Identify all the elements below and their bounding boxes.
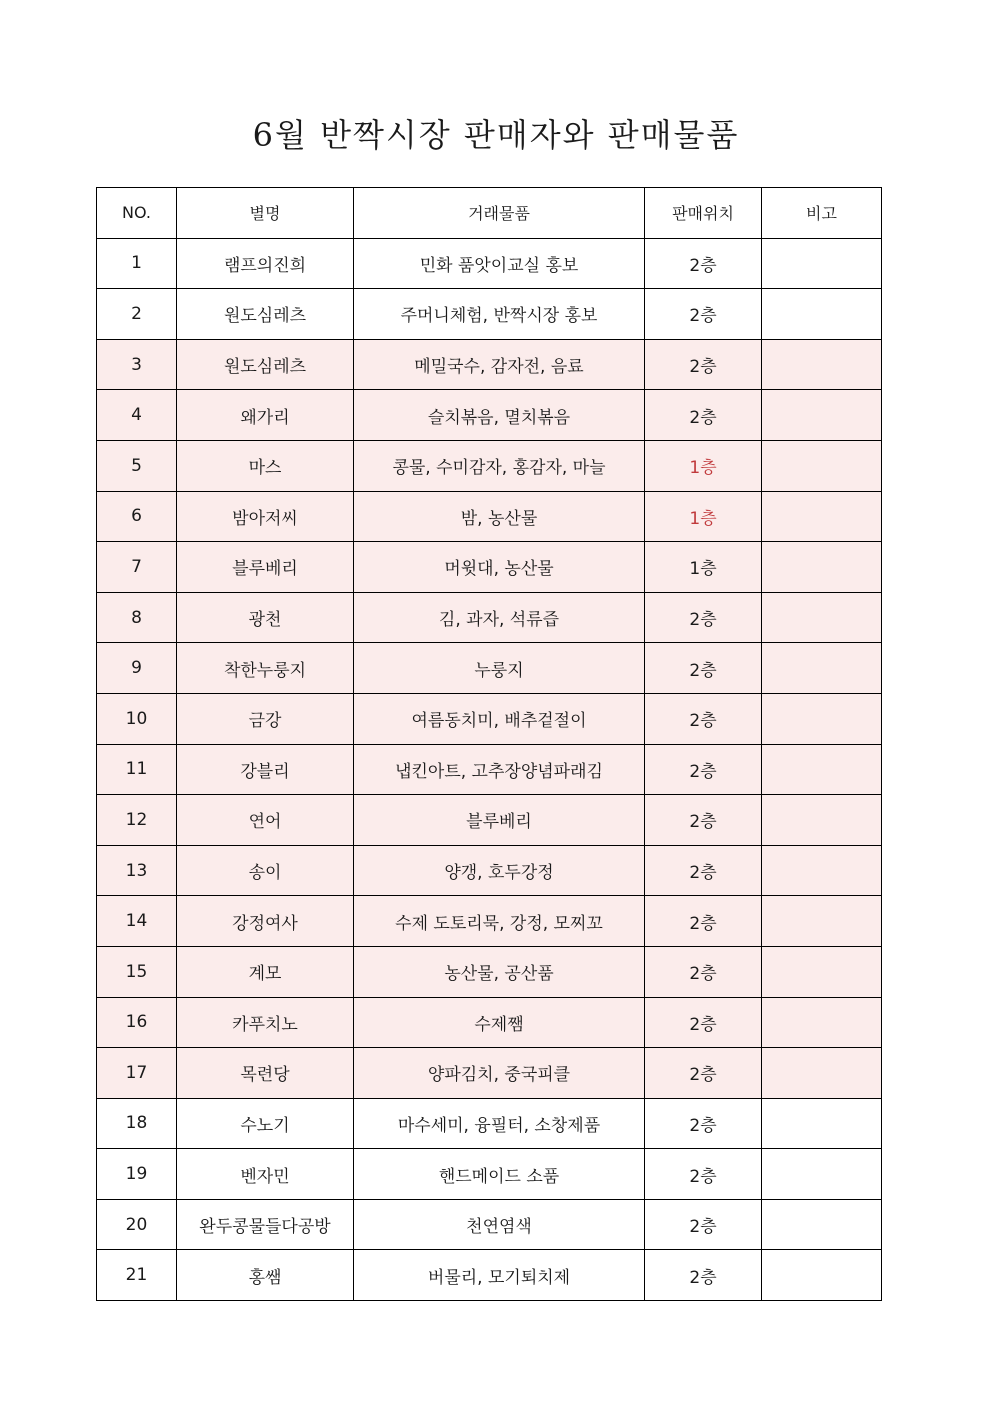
cell-location: 2층 — [645, 1250, 762, 1301]
cell-location: 2층 — [645, 1098, 762, 1149]
cell-items: 버물리, 모기퇴치제 — [354, 1250, 645, 1301]
cell-note — [762, 238, 882, 289]
table-row — [97, 1250, 882, 1301]
cell-no: 3 — [97, 339, 177, 390]
cell-no: 14 — [97, 896, 177, 947]
cell-location: 2층 — [645, 1199, 762, 1250]
table-row — [97, 946, 882, 997]
header-name: 별명 — [177, 188, 354, 239]
cell-location: 2층 — [645, 845, 762, 896]
cell-location: 2층 — [645, 339, 762, 390]
cell-items: 핸드메이드 소품 — [354, 1149, 645, 1200]
cell-location: 2층 — [645, 643, 762, 694]
cell-no: 12 — [97, 795, 177, 846]
cell-name: 강블리 — [177, 744, 354, 795]
cell-items: 밤, 농산물 — [354, 491, 645, 542]
cell-no: 1 — [97, 238, 177, 289]
cell-items: 마수세미, 융필터, 소창제품 — [354, 1098, 645, 1149]
cell-name: 착한누룽지 — [177, 643, 354, 694]
cell-name: 계모 — [177, 946, 354, 997]
cell-items: 농산물, 공산품 — [354, 946, 645, 997]
cell-location: 2층 — [645, 592, 762, 643]
cell-items: 머윗대, 농산물 — [354, 542, 645, 593]
cell-location: 1층 — [645, 542, 762, 593]
table-header-row — [97, 188, 882, 239]
cell-items: 김, 과자, 석류즙 — [354, 592, 645, 643]
cell-note — [762, 1048, 882, 1099]
cell-items: 냅킨아트, 고추장양념파래김 — [354, 744, 645, 795]
table-row — [97, 997, 882, 1048]
cell-name: 송이 — [177, 845, 354, 896]
cell-note — [762, 1199, 882, 1250]
cell-no: 6 — [97, 491, 177, 542]
cell-no: 20 — [97, 1199, 177, 1250]
cell-location: 2층 — [645, 390, 762, 441]
cell-note — [762, 693, 882, 744]
cell-items: 양갱, 호두강정 — [354, 845, 645, 896]
cell-location: 2층 — [645, 896, 762, 947]
table-row — [97, 491, 882, 542]
cell-note — [762, 946, 882, 997]
cell-items: 메밀국수, 감자전, 음료 — [354, 339, 645, 390]
cell-note — [762, 643, 882, 694]
cell-name: 홍쌤 — [177, 1250, 354, 1301]
cell-no: 18 — [97, 1098, 177, 1149]
table-row — [97, 643, 882, 694]
table-row — [97, 1149, 882, 1200]
cell-location: 1층 — [645, 491, 762, 542]
cell-no: 17 — [97, 1048, 177, 1099]
table-row — [97, 896, 882, 947]
table-row — [97, 1098, 882, 1149]
cell-location: 2층 — [645, 946, 762, 997]
table-row — [97, 1199, 882, 1250]
cell-items: 슬치볶음, 멸치볶음 — [354, 390, 645, 441]
cell-no: 21 — [97, 1250, 177, 1301]
cell-note — [762, 339, 882, 390]
table-row — [97, 339, 882, 390]
cell-location: 2층 — [645, 1048, 762, 1099]
cell-note — [762, 997, 882, 1048]
cell-items: 블루베리 — [354, 795, 645, 846]
cell-items: 민화 품앗이교실 홍보 — [354, 238, 645, 289]
cell-no: 7 — [97, 542, 177, 593]
cell-items: 누룽지 — [354, 643, 645, 694]
header-no: NO. — [97, 188, 177, 239]
cell-name: 광천 — [177, 592, 354, 643]
table-row — [97, 845, 882, 896]
cell-name: 목련당 — [177, 1048, 354, 1099]
cell-name: 금강 — [177, 693, 354, 744]
cell-name: 원도심레츠 — [177, 289, 354, 340]
cell-items: 수제 도토리묵, 강정, 모찌꼬 — [354, 896, 645, 947]
cell-name: 연어 — [177, 795, 354, 846]
table-row — [97, 542, 882, 593]
table-row — [97, 693, 882, 744]
cell-name: 마스 — [177, 440, 354, 491]
cell-note — [762, 896, 882, 947]
seller-table — [96, 187, 882, 1301]
cell-location: 2층 — [645, 997, 762, 1048]
cell-note — [762, 440, 882, 491]
cell-location: 2층 — [645, 289, 762, 340]
cell-items: 콩물, 수미감자, 홍감자, 마늘 — [354, 440, 645, 491]
cell-note — [762, 845, 882, 896]
cell-note — [762, 1149, 882, 1200]
cell-note — [762, 491, 882, 542]
cell-name: 블루베리 — [177, 542, 354, 593]
cell-location: 2층 — [645, 795, 762, 846]
header-location: 판매위치 — [645, 188, 762, 239]
cell-items: 주머니체험, 반짝시장 홍보 — [354, 289, 645, 340]
cell-note — [762, 1098, 882, 1149]
table-row — [97, 744, 882, 795]
cell-no: 2 — [97, 289, 177, 340]
table-row — [97, 1048, 882, 1099]
cell-no: 15 — [97, 946, 177, 997]
cell-name: 원도심레츠 — [177, 339, 354, 390]
cell-note — [762, 1250, 882, 1301]
cell-name: 수노기 — [177, 1098, 354, 1149]
cell-name: 카푸치노 — [177, 997, 354, 1048]
cell-items: 천연염색 — [354, 1199, 645, 1250]
header-items: 거래물품 — [354, 188, 645, 239]
cell-name: 램프의진희 — [177, 238, 354, 289]
cell-no: 9 — [97, 643, 177, 694]
page-title: 6월 반짝시장 판매자와 판매물품 — [252, 116, 740, 154]
cell-no: 16 — [97, 997, 177, 1048]
cell-no: 5 — [97, 440, 177, 491]
cell-name: 강정여사 — [177, 896, 354, 947]
cell-no: 8 — [97, 592, 177, 643]
cell-no: 19 — [97, 1149, 177, 1200]
cell-items: 양파김치, 중국피클 — [354, 1048, 645, 1099]
table-row — [97, 289, 882, 340]
cell-location: 1층 — [645, 440, 762, 491]
cell-no: 11 — [97, 744, 177, 795]
table-row — [97, 390, 882, 441]
table-row — [97, 795, 882, 846]
cell-items: 수제쨈 — [354, 997, 645, 1048]
cell-location: 2층 — [645, 693, 762, 744]
cell-name: 벤자민 — [177, 1149, 354, 1200]
cell-name: 밤아저씨 — [177, 491, 354, 542]
cell-no: 4 — [97, 390, 177, 441]
cell-no: 13 — [97, 845, 177, 896]
header-note: 비고 — [762, 188, 882, 239]
table-row — [97, 440, 882, 491]
cell-name: 완두콩물들다공방 — [177, 1199, 354, 1250]
cell-note — [762, 795, 882, 846]
cell-location: 2층 — [645, 238, 762, 289]
table-row — [97, 238, 882, 289]
cell-items: 여름동치미, 배추겉절이 — [354, 693, 645, 744]
cell-location: 2층 — [645, 744, 762, 795]
cell-note — [762, 289, 882, 340]
table-row — [97, 592, 882, 643]
cell-note — [762, 390, 882, 441]
cell-location: 2층 — [645, 1149, 762, 1200]
table-body — [97, 238, 882, 1300]
cell-note — [762, 592, 882, 643]
cell-note — [762, 744, 882, 795]
cell-note — [762, 542, 882, 593]
cell-no: 10 — [97, 693, 177, 744]
cell-name: 왜가리 — [177, 390, 354, 441]
